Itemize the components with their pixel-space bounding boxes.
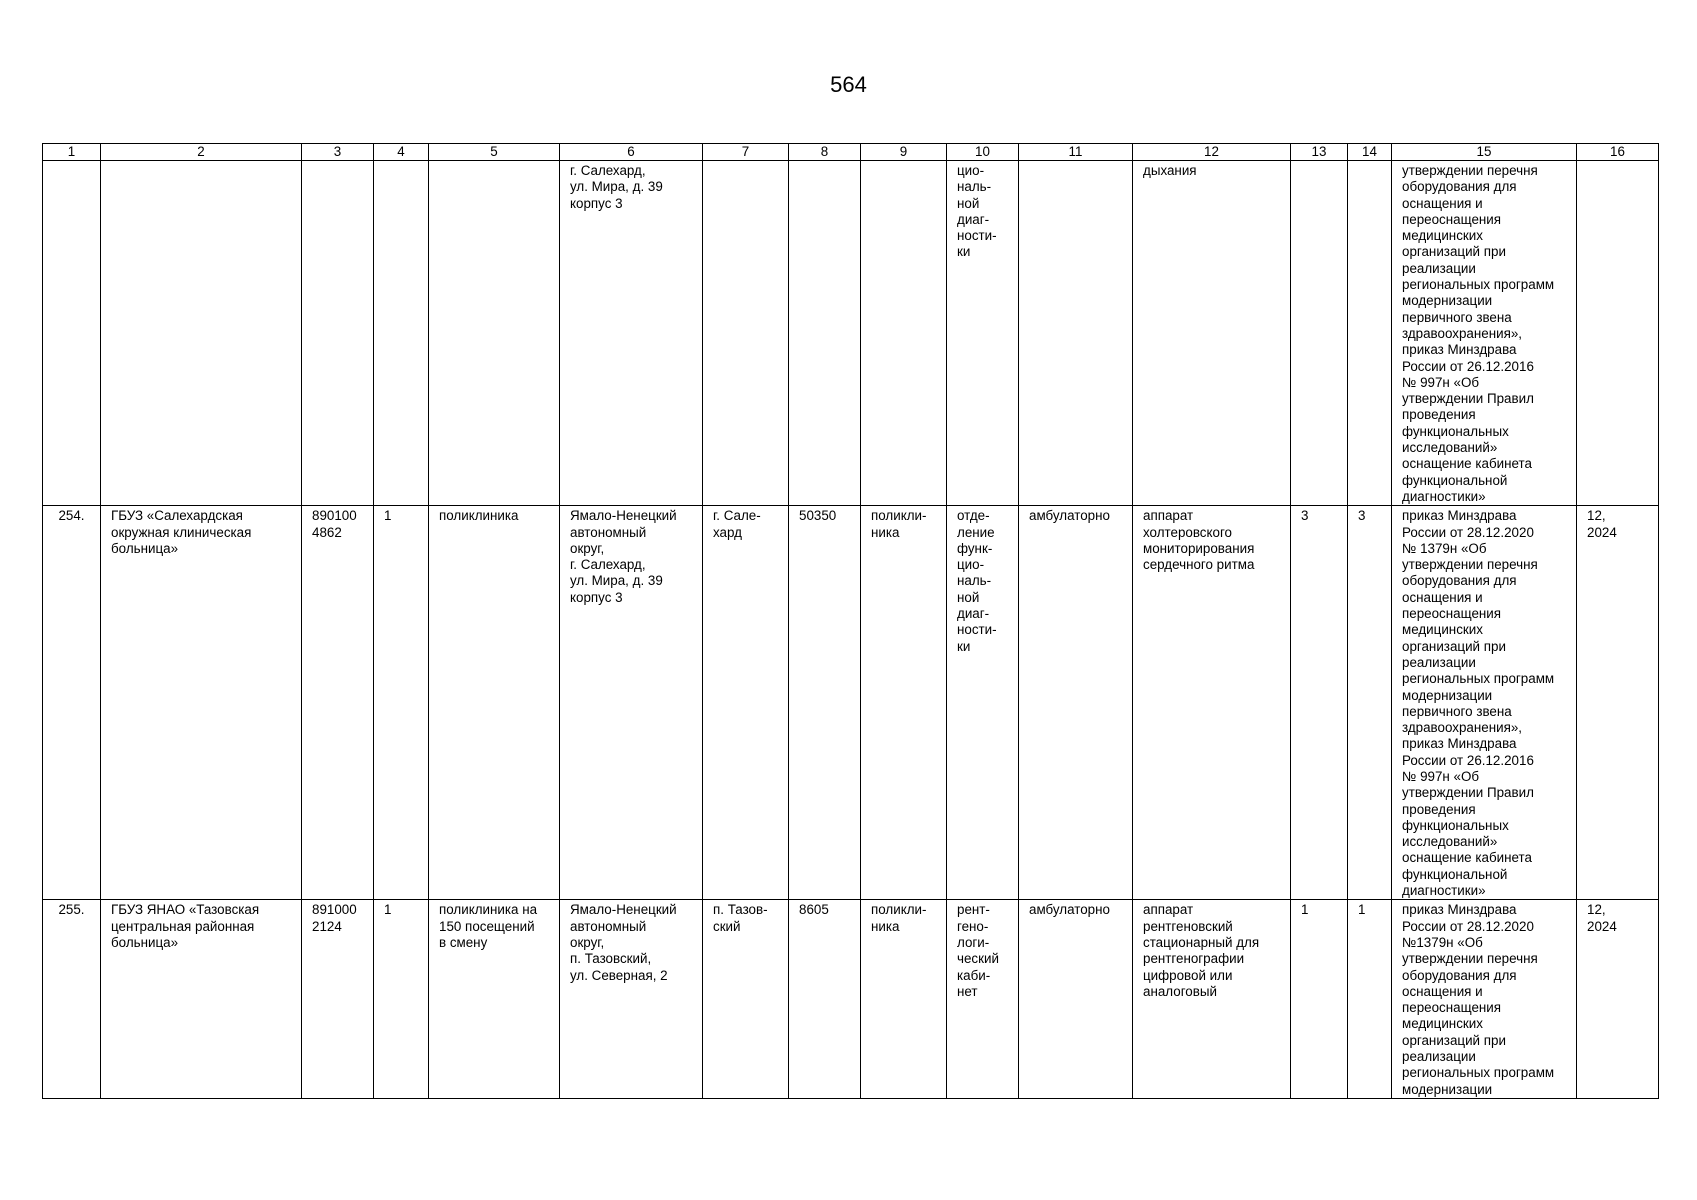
quantity-cell [1348, 161, 1392, 506]
organization-cell [101, 161, 302, 506]
equipment-cell: аппарат холтеровского мониторирования сердечного ритма [1133, 506, 1291, 900]
locality-cell: г. Сале- хард [703, 506, 789, 900]
population-cell [789, 161, 861, 506]
population-cell: 8605 [789, 900, 861, 1099]
page-number: 564 [830, 72, 867, 97]
regulation-cell: приказ Минздрава России от 28.12.2020 № 1379н «Об утверждении перечня оборудования для оснащения и переоснащения медицинских организаций при реализации региональных программ модернизации первичного звена здравоохранения», приказ Минздрава России от 26.12.2016 № 997н «Об утверждении Правил проведения функциональных исследований» оснащение кабинета функциональной диагностики» [1392, 506, 1577, 900]
unit-type-cell [861, 161, 947, 506]
column-header: 1 [43, 144, 101, 161]
equipment-register-table [42, 143, 1659, 1099]
table-row-continuation [43, 161, 1659, 506]
count-cell: 1 [374, 900, 429, 1099]
table-row [43, 900, 1659, 1099]
code-cell [302, 161, 374, 506]
unit-type-cell: поликли- ника [861, 506, 947, 900]
department-cell: отде- ление функ- цио- наль- ной диаг- ности- ки [947, 506, 1019, 900]
care-condition-cell: амбулаторно [1019, 900, 1133, 1099]
column-header: 13 [1291, 144, 1348, 161]
count-cell: 1 [374, 506, 429, 900]
column-header: 5 [429, 144, 560, 161]
organization-cell: ГБУЗ «Салехардская окружная клиническая больница» [101, 506, 302, 900]
column-header: 15 [1392, 144, 1577, 161]
column-header: 6 [560, 144, 703, 161]
row-number-cell [43, 161, 101, 506]
row-number-cell: 255. [43, 900, 101, 1099]
regulation-cell: утверждении перечня оборудования для оснащения и переоснащения медицинских организаций при реализации региональных программ модернизации первичного звена здравоохранения», приказ Минздрава России от 26.12.2016 № 997н «Об утверждении Правил проведения функциональных исследований» оснащение кабинета функциональной диагностики» [1392, 161, 1577, 506]
table-row [43, 506, 1659, 900]
care-condition-cell [1019, 161, 1133, 506]
facility-type-cell: поликлиника [429, 506, 560, 900]
department-cell: цио- наль- ной диаг- ности- ки [947, 161, 1019, 506]
row-number-cell: 254. [43, 506, 101, 900]
column-header: 3 [302, 144, 374, 161]
equipment-cell: дыхания [1133, 161, 1291, 506]
code-cell: 891000 2124 [302, 900, 374, 1099]
column-number-header-row [43, 144, 1659, 161]
address-cell: Ямало-Ненецкий автономный округ, г. Салехард, ул. Мира, д. 39 корпус 3 [560, 506, 703, 900]
department-cell: рент- гено- логи- ческий каби- нет [947, 900, 1019, 1099]
column-header: 10 [947, 144, 1019, 161]
count-cell [374, 161, 429, 506]
column-header: 16 [1577, 144, 1659, 161]
column-header: 12 [1133, 144, 1291, 161]
deadline-cell: 12, 2024 [1577, 900, 1659, 1099]
quantity-cell: 1 [1291, 900, 1348, 1099]
code-cell: 890100 4862 [302, 506, 374, 900]
organization-cell: ГБУЗ ЯНАО «Тазовская центральная районная больница» [101, 900, 302, 1099]
deadline-cell: 12, 2024 [1577, 506, 1659, 900]
deadline-cell [1577, 161, 1659, 506]
column-header: 9 [861, 144, 947, 161]
column-header: 7 [703, 144, 789, 161]
address-cell: г. Салехард, ул. Мира, д. 39 корпус 3 [560, 161, 703, 506]
equipment-cell: аппарат рентгеновский стационарный для рентгенографии цифровой или аналоговый [1133, 900, 1291, 1099]
address-cell: Ямало-Ненецкий автономный округ, п. Тазовский, ул. Северная, 2 [560, 900, 703, 1099]
care-condition-cell: амбулаторно [1019, 506, 1133, 900]
column-header: 8 [789, 144, 861, 161]
quantity-cell: 3 [1291, 506, 1348, 900]
regulation-cell: приказ Минздрава России от 28.12.2020 №1379н «Об утверждении перечня оборудования для оснащения и переоснащения медицинских организаций при реализации региональных программ модернизации [1392, 900, 1577, 1099]
facility-type-cell: поликлиника на 150 посещений в смену [429, 900, 560, 1099]
unit-type-cell: поликли- ника [861, 900, 947, 1099]
column-header: 2 [101, 144, 302, 161]
locality-cell: п. Тазов- ский [703, 900, 789, 1099]
column-header: 14 [1348, 144, 1392, 161]
locality-cell [703, 161, 789, 506]
facility-type-cell [429, 161, 560, 506]
quantity-cell: 3 [1348, 506, 1392, 900]
column-header: 4 [374, 144, 429, 161]
population-cell: 50350 [789, 506, 861, 900]
quantity-cell [1291, 161, 1348, 506]
column-header: 11 [1019, 144, 1133, 161]
quantity-cell: 1 [1348, 900, 1392, 1099]
